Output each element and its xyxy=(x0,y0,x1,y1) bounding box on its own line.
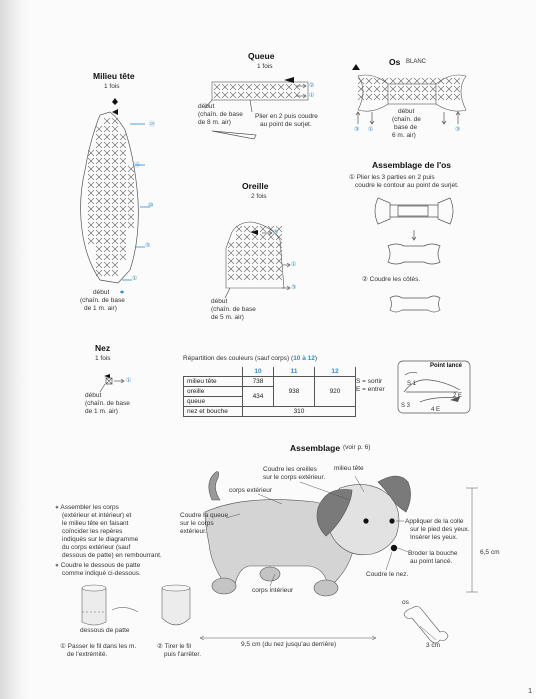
patte-step1-a: ① Passer le fil dans les m. xyxy=(60,643,137,650)
queue-debut-1: début xyxy=(198,103,215,110)
row-label-milieu: milieu tête xyxy=(184,377,243,387)
label-colle-2: sur le pied des yeux. xyxy=(410,526,470,533)
label-queue-2: sur le corps xyxy=(180,520,214,527)
os-row-1: ① xyxy=(368,127,374,133)
oreille-row-5: ⑤ xyxy=(273,230,279,236)
nez-debut-3: de 1 m. air) xyxy=(85,408,118,415)
label-os: os xyxy=(402,599,409,606)
bullet-1-line-2: (extérieur et intérieur) et xyxy=(62,512,132,519)
nez-debut-2: (chaîn. de base xyxy=(85,400,130,407)
os-debut-4: 6 m. air) xyxy=(392,132,416,139)
pl-label-s1: S 1 xyxy=(407,381,417,387)
oreille-title: Oreille xyxy=(242,181,269,191)
repartition-caption-nums: 10 à 12 xyxy=(293,355,315,362)
label-queue-1: Coudre la queue xyxy=(180,512,229,519)
assemblage-os-title: Assemblage de l'os xyxy=(372,160,452,170)
nez-row-1: ① xyxy=(126,378,132,384)
milieu-row-10: ⑩ xyxy=(148,203,154,209)
label-nez: Coudre le nez. xyxy=(366,571,409,578)
label-bouche-1: Broder la bouche xyxy=(408,550,458,557)
assemblage-os-step2: ② Coudre les côtés. xyxy=(362,276,421,283)
queue-note-2: au point de surjet. xyxy=(260,121,312,128)
oreille-debut-3: de 5 m. air) xyxy=(211,314,244,321)
queue-debut-3: de 8 m. air) xyxy=(198,119,231,126)
queue-count: 1 fois xyxy=(257,63,273,70)
label-queue-3: extérieur. xyxy=(180,528,207,535)
label-colle-1: Appliquer de la colle xyxy=(405,518,464,525)
oreille-row-1: ① xyxy=(291,262,297,268)
legend-sortir: S = sortir xyxy=(356,378,383,385)
bullet-1-line-5: indiqués sur le diagramme xyxy=(62,536,139,543)
milieu-row-15: ⑮ xyxy=(134,163,141,169)
os-debut-1: début xyxy=(398,108,415,115)
label-width: 9,5 cm (du nez jusqu'au derrière) xyxy=(241,641,337,648)
label-milieu: milieu tête xyxy=(334,465,364,472)
cell-oreille-11: 938 xyxy=(274,377,315,407)
oreille-count: 2 fois xyxy=(251,193,267,200)
row-label-oreille: oreille xyxy=(184,387,243,397)
bullet-1-line-7: dessous de patte) en rembourrant. xyxy=(62,552,162,559)
bullet-2-line-1: ● Coudre le dessous de patte xyxy=(55,562,141,569)
patte-label: dessous de patte xyxy=(80,627,130,634)
label-corps-int: corps intérieur xyxy=(252,587,294,594)
repartition-caption-end: ) xyxy=(314,355,318,362)
row-label-queue: queue xyxy=(184,397,243,407)
bullet-2-line-2: comme indiqué ci-dessous. xyxy=(62,570,141,577)
bullet-1-line-3: le milieu tête en faisant xyxy=(62,520,129,527)
oreille-debut-2: (chaîn. de base xyxy=(211,306,256,313)
assemblage-ref: (voir p. 6) xyxy=(343,444,371,451)
queue-title: Queue xyxy=(248,51,275,61)
pl-label-2e: 2 E xyxy=(453,393,463,399)
milieu-debut-2: (chaîn. de base xyxy=(80,297,125,304)
patte-step2-a: ② Tirer le fil xyxy=(157,643,191,650)
label-height: 6,5 cm xyxy=(480,549,500,556)
label-bouche-2: au point lancé. xyxy=(410,558,453,565)
milieu-row-5: ⑤ xyxy=(145,243,151,249)
bullet-1-line-6: du corps extérieur (sauf xyxy=(62,544,131,551)
queue-row-2: ② xyxy=(309,83,315,89)
col-11: 11 xyxy=(274,367,315,377)
assemblage-title: Assemblage xyxy=(290,443,341,453)
milieu-row-1: ① xyxy=(132,276,138,282)
pl-label-4e: 4 E xyxy=(431,407,441,413)
point-lance-title: Point lancé xyxy=(430,363,463,369)
label-oreilles-1: Coudre les oreilles xyxy=(263,466,317,473)
assemblage-os-step1-b: coudre le contour au point de surjet. xyxy=(355,182,459,189)
assemblage-os-step1-a: ① Plier les 3 parties en 2 puis xyxy=(349,174,435,181)
nez-title: Nez xyxy=(95,343,111,353)
queue-note-1: Plier en 2 puis coudre xyxy=(255,113,318,120)
os-row-3b: ③ xyxy=(455,127,461,133)
queue-debut-2: (chaîn. de base xyxy=(198,111,243,118)
cell-oreille-10: 434 xyxy=(243,387,274,407)
os-title: Os xyxy=(389,57,401,67)
milieu-debut-3: de 1 m. air) xyxy=(84,305,117,312)
os-subtitle: BLANC xyxy=(406,59,427,65)
legend-entrer: E = entrer xyxy=(356,386,385,393)
page-number: 1 xyxy=(528,688,532,695)
milieu-row-20: ⑳ xyxy=(149,122,156,128)
col-12: 12 xyxy=(315,367,356,377)
oreille-debut-1: début xyxy=(211,298,228,305)
oreille-row-3: ③ xyxy=(291,285,297,291)
row-label-nez: nez et bouche xyxy=(184,407,243,417)
os-debut-3: base de xyxy=(394,124,418,131)
patte-step1-b: de l'extrémité. xyxy=(67,651,108,658)
label-colle-3: Insérer les yeux. xyxy=(410,534,458,541)
cell-milieu-10: 738 xyxy=(243,377,274,387)
repartition-caption-text: Répartition des couleurs (sauf corps) ( xyxy=(183,355,294,362)
cell-nez-all: 310 xyxy=(243,407,356,417)
os-debut-2: (chaîn. de xyxy=(392,116,421,123)
label-corps-ext: corps extérieur xyxy=(229,487,272,494)
label-oreilles-2: sur le corps extérieur. xyxy=(263,474,326,481)
nez-count: 1 fois xyxy=(95,355,111,362)
queue-row-1: ① xyxy=(309,93,315,99)
milieu-tete-count: 1 fois xyxy=(104,83,120,90)
pl-label-s3: S 3 xyxy=(401,403,411,409)
patte-step2-b: puis l'arrêter. xyxy=(164,651,202,658)
milieu-tete-title: Milieu tête xyxy=(93,71,135,81)
os-row-3a: ③ xyxy=(354,127,360,133)
label-os-size: 3 cm xyxy=(426,642,441,649)
cell-oreille-12: 920 xyxy=(315,377,356,407)
col-10: 10 xyxy=(243,367,274,377)
bullet-1-line-4: coïncider les repères xyxy=(62,528,123,535)
milieu-debut-1: début xyxy=(93,289,110,296)
bullet-1-line-1: ● Assembler les corps xyxy=(55,504,119,511)
nez-debut-1: début xyxy=(85,392,102,399)
